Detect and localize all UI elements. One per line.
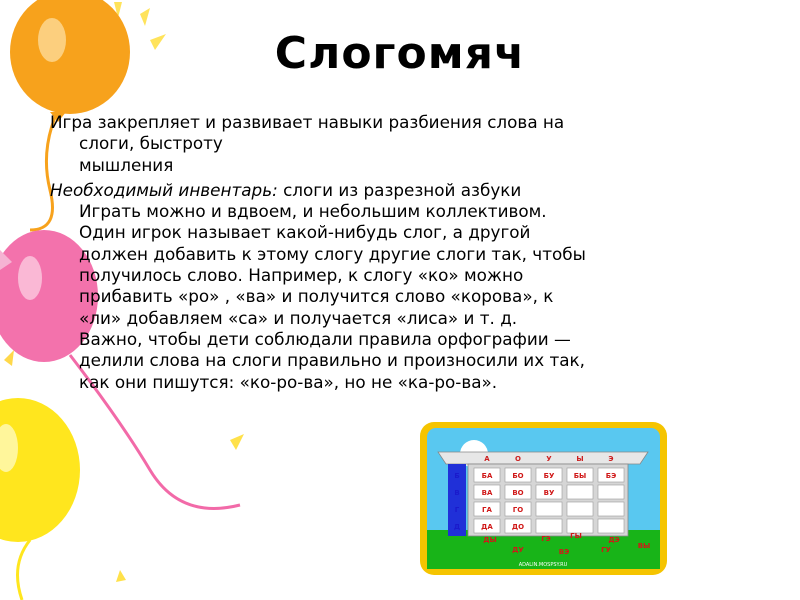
inventory-label: Необходимый инвентарь: bbox=[50, 179, 278, 200]
syllable-cell bbox=[567, 519, 593, 533]
syllable-cell bbox=[598, 502, 624, 516]
grass-syllable: ГЭ bbox=[541, 535, 551, 543]
text-line: делили слова на слоги правильно и произносили их так, bbox=[79, 350, 586, 371]
grass-syllable: ВЭ bbox=[558, 548, 570, 556]
grass-syllable: ДЭ bbox=[608, 536, 620, 544]
syllable-label: БО bbox=[512, 472, 524, 480]
syllable-cell bbox=[536, 502, 562, 516]
text-line: получилось слово. Например, к слогу «ко» можно bbox=[79, 265, 524, 286]
text-line: прибавить «ро» , «ва» и получится слово «корова», к bbox=[79, 286, 554, 307]
grass-syllable: ГУ bbox=[601, 546, 611, 554]
text-line bbox=[50, 180, 750, 201]
side-letter: В bbox=[454, 489, 460, 497]
text-line: Играть можно и вдвоем, и небольшим коллективом. bbox=[79, 201, 547, 222]
grass-syllable: ГЫ bbox=[570, 532, 582, 540]
syllable-cell bbox=[567, 485, 593, 499]
syllable-house-illustration bbox=[418, 420, 669, 577]
house-roof bbox=[438, 452, 648, 464]
side-letter: Б bbox=[454, 472, 460, 480]
roof-letter: Э bbox=[608, 455, 614, 463]
paragraph-intro bbox=[50, 112, 750, 176]
syllable-label: ВА bbox=[481, 489, 493, 497]
text-line: слоги, быстроту bbox=[79, 133, 223, 154]
grass-syllable: ДУ bbox=[512, 546, 524, 554]
syllable-label: БА bbox=[481, 472, 493, 480]
side-letter: Д bbox=[453, 523, 461, 531]
text-line: мышления bbox=[79, 154, 174, 175]
syllable-label: БЭ bbox=[605, 472, 617, 480]
slide-body bbox=[50, 112, 750, 393]
syllable-cell bbox=[567, 502, 593, 516]
syllable-label: ВУ bbox=[543, 489, 555, 497]
syllable-cell bbox=[598, 485, 624, 499]
slide-title: Слогомяч bbox=[274, 28, 526, 79]
syllable-label: БЫ bbox=[573, 472, 587, 480]
syllable-label: ГА bbox=[482, 506, 492, 514]
text-line: Важно, чтобы дети соблюдали правила орфографии — bbox=[79, 328, 571, 349]
syllable-label: БУ bbox=[543, 472, 555, 480]
roof-letter: У bbox=[546, 455, 552, 463]
roof-letter: А bbox=[484, 455, 490, 463]
syllable-cell bbox=[536, 519, 562, 533]
paragraph-rules bbox=[50, 180, 750, 393]
grass-syllable: ДЫ bbox=[483, 536, 497, 544]
roof-letter: О bbox=[515, 455, 521, 463]
text-line: «ли» добавляем «са» и получается «лиса» и т. д. bbox=[79, 307, 518, 328]
syllable-label: ГО bbox=[512, 506, 524, 514]
syllable-label: ВО bbox=[512, 489, 524, 497]
syllable-label: ДА bbox=[481, 523, 493, 531]
syllable-label: ДО bbox=[511, 523, 525, 531]
text-line: должен добавить к этому слогу другие слоги так, чтобы bbox=[79, 243, 586, 264]
roof-letter: Ы bbox=[576, 455, 584, 463]
syllable-cell bbox=[598, 519, 624, 533]
site-caption: ADALIN.MOSPSY.RU bbox=[518, 562, 568, 568]
inventory-text: слоги из разрезной азбуки bbox=[277, 179, 522, 200]
text-line: Игра закрепляет и развивает навыки разбиения слова на bbox=[50, 112, 565, 132]
text-line: как они пишутся: «ко-ро-ва», но не «ка-ро-ва». bbox=[79, 371, 498, 392]
side-letter: Г bbox=[454, 506, 460, 514]
yellow-balloon bbox=[0, 398, 80, 600]
text-line: Один игрок называет какой-нибудь слог, а другой bbox=[79, 222, 531, 243]
grass-syllable: ВЫ bbox=[637, 542, 651, 550]
